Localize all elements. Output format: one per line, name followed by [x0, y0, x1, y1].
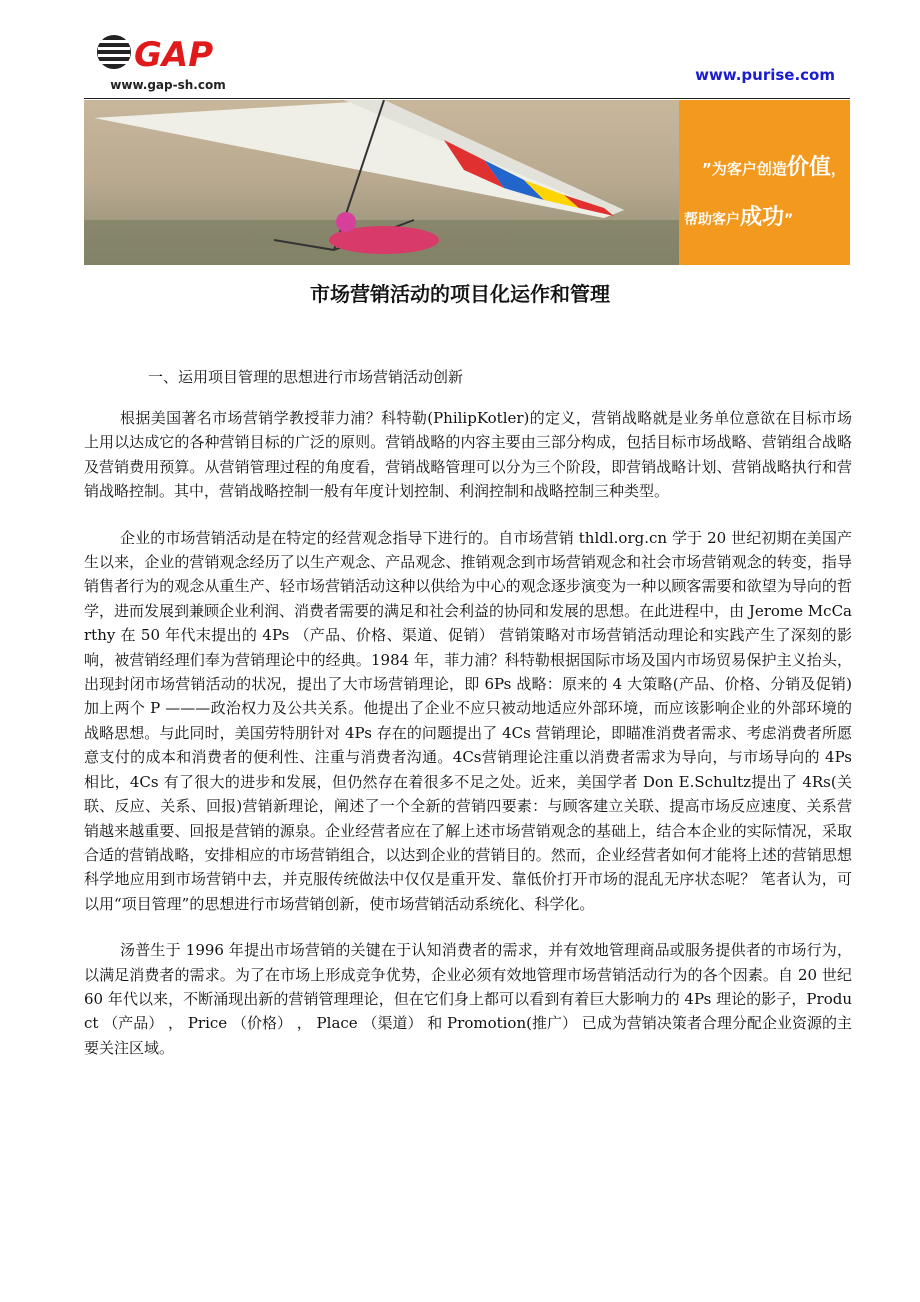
paragraph-2: 企业的市场营销活动是在特定的经营观念指导下进行的。自市场营销 thldl.org.cn 学于 20 世纪初期在美国产生以来，企业的营销观念经历了以生产观念、产品观念、推销观念到市场营销观念和社会市场营销观念的转变，指导销售者行为的观念从重生产、轻市场营销活动这种以供给为中心的观念逐步演变为一种以顾客需要和欲望为导向的哲学，进而发展到兼顾企业利润、消费者需要的满足和社会利益的协同和发展的思想。在此进程中，由 Jerome McCarthy 在 50 年代末提出的 4Ps （产品、价格、渠道、促销） 营销策略对市场营销活动理论和实践产生了深刻的影响，被营销经理们奉为营销理论中的经典。1984 年，菲力浦？科特勒根据国际市场及国内市场贸易保护主义抬头，出现封闭市场营销活动的状况，提出了大市场营销理论，即 6Ps 战略：原来的 4 大策略(产品、价格、分销及促销) 加上两个 P ———政治权力及公共关系。他提出了企业不应只被动地适应外部环境，而应该影响企业的外部环境的战略思想。与此同时，美国劳特朋针对 4Ps 存在的问题提出了 4Cs 营销理论，即瞄准消费者需求、考虑消费者所愿意支付的成本和消费者的便利性、注重与消费者沟通。4Cs营销理论注重以消费者需求为导向，与市场导向的 4Ps 相比，4Cs 有了很大的进步和发展，但仍然存在着很多不足之处。近来，美国学者 Don E.Schultz提出了 4Rs(关联、反应、关系、回报)营销新理论，阐述了一个全新的营销四要素：与顾客建立关联、提高市场反应速度、关系营销越来越重要、回报是营销的源泉。企业经营者应在了解上述市场营销观念的基础上，结合本企业的实际情况，采取合适的营销战略，安排相应的市场营销组合，以达到企业的营销目的。然而，企业经营者如何才能将上述的营销思想科学地应用到市场营销中去，并克服传统做法中仅仅是重开发、靠低价打开市场的混乱无序状态呢？ 笔者认为，可以用“项目管理”的思想进行市场营销创新，使市场营销活动系统化、科学化。: [84, 528, 852, 913]
document-title: 市场营销活动的项目化运作和管理: [310, 282, 610, 306]
paragraph-3: 汤普生于 1996 年提出市场营销的关键在于认知消费者的需求，并有效地管理商品或服务提供者的市场行为，以满足消费者的需求。为了在市场上形成竞争优势，企业必须有效地管理市场营销活动行为的各个因素。自 20 世纪 60 年代以来，不断涌现出新的营销管理理论，但在它们身上都可以看到有着巨大影响力的 4Ps 理论的影子，Product （产品） ， Price （价格） ， Place （渠道） 和 Promotion(推广） 已成为营销决策者合理分配企业资源的主要关注区域。: [84, 941, 852, 1057]
slogan-line-1: ”为客户创造价值，: [702, 155, 846, 180]
page-header: [0, 0, 920, 100]
hang-glider-banner: [84, 100, 850, 265]
logo-brand-text: GAP: [134, 35, 214, 75]
paragraph-1: 根据美国著名市场营销学教授菲力浦？科特勒(PhilipKotler)的定义，营销战略就是业务单位意欲在目标市场上用以达成它的各种营销目标的广泛的原则。营销战略的内容主要由三部分构成，包括目标市场战略、营销组合战略及营销费用预算。从营销管理过程的角度看，营销战略管理可以分为三个阶段，即营销战略计划、营销战略执行和营销战略控制。其中，营销战略控制一般有年度计划控制、利润控制和战略控制三种类型。: [84, 409, 852, 501]
site-url-link[interactable]: www.purise.com: [695, 66, 835, 84]
banner-illustration: [84, 100, 850, 265]
header-divider: [84, 98, 850, 99]
gap-logo-graphic: [88, 26, 248, 78]
document-body: [84, 406, 852, 1082]
logo-website-text: www.gap-sh.com: [110, 78, 226, 92]
section-heading: 一、运用项目管理的思想进行市场营销活动创新: [148, 368, 464, 386]
slogan-panel: [679, 100, 850, 265]
gap-logo[interactable]: [88, 26, 248, 92]
slogan-line-2: 帮助客户成功”: [684, 205, 794, 230]
